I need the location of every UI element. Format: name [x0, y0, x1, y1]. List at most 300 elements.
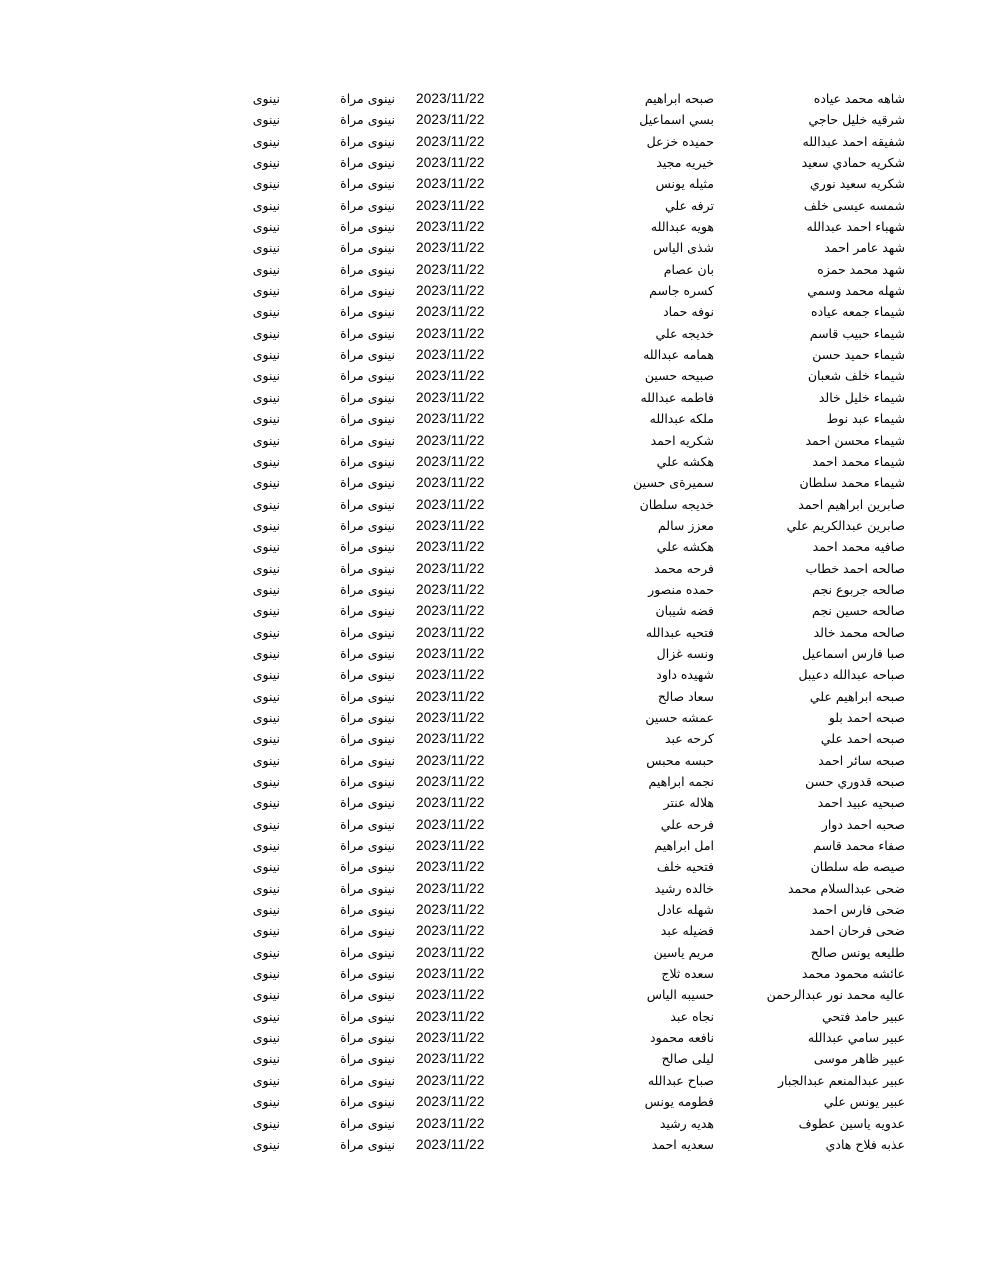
registration-place: نينوى مراة [340, 1051, 395, 1067]
person-name: شهد عامر احمد [824, 240, 905, 256]
list-item [0, 643, 989, 664]
registration-place: نينوى مراة [340, 112, 395, 128]
list-item [0, 323, 989, 344]
governorate: نينوى [252, 496, 280, 512]
record-date: 2023/11/22 [416, 902, 485, 918]
person-name: عدويه ياسين عطوف [798, 1115, 905, 1131]
mother-name: نجمه ابراهيم [648, 774, 714, 789]
registration-place: نينوى مراة [340, 219, 395, 235]
record-date: 2023/11/22 [416, 581, 485, 597]
mother-name: هويه عبدالله [650, 219, 714, 235]
mother-name: شذى الياس [653, 240, 714, 256]
governorate: نينوى [252, 539, 280, 555]
record-date: 2023/11/22 [416, 496, 485, 512]
registration-place: نينوى مراة [340, 667, 395, 683]
registration-place: نينوى مراة [340, 1115, 395, 1131]
governorate: نينوى [252, 1030, 280, 1046]
governorate: نينوى [252, 1051, 280, 1067]
record-date: 2023/11/22 [416, 667, 485, 683]
mother-name: شكريه احمد [650, 432, 714, 448]
person-name: ضحى فارس احمد [811, 902, 905, 918]
mother-name: هلاله عنتر [663, 795, 714, 811]
governorate: نينوى [252, 902, 280, 918]
list-item [0, 237, 989, 258]
record-date: 2023/11/22 [416, 838, 485, 854]
registration-place: نينوى مراة [340, 966, 395, 982]
list-item [0, 1091, 989, 1112]
person-name: صافيه محمد احمد [812, 539, 905, 555]
person-name: عبير يونس علي [823, 1094, 905, 1110]
mother-name: ونسه غزال [656, 645, 714, 661]
registration-place: نينوى مراة [340, 91, 395, 106]
record-date: 2023/11/22 [416, 197, 485, 213]
mother-name: نجاه عبد [670, 1008, 714, 1024]
person-name: صيصه طه سلطان [810, 859, 905, 875]
governorate: نينوى [252, 368, 280, 384]
registration-place: نينوى مراة [340, 752, 395, 768]
person-name: شيماء خليل خالد [818, 389, 905, 405]
mother-name: حسيبه الياس [646, 987, 714, 1003]
mother-name: بان عصام [663, 261, 714, 277]
record-date: 2023/11/22 [416, 475, 485, 491]
record-date: 2023/11/22 [416, 155, 485, 171]
record-date: 2023/11/22 [416, 1136, 485, 1152]
list-item [0, 899, 989, 920]
person-name: صالحه احمد خطاب [805, 560, 905, 576]
registration-place: نينوى مراة [340, 880, 395, 896]
list-item [0, 1070, 989, 1091]
record-date: 2023/11/22 [416, 368, 485, 384]
mother-name: كرحه عبد [664, 731, 714, 747]
governorate: نينوى [252, 432, 280, 448]
registration-place: نينوى مراة [340, 624, 395, 640]
registration-place: نينوى مراة [340, 816, 395, 832]
mother-name: صبيحه حسين [644, 368, 714, 384]
registration-place: نينوى مراة [340, 432, 395, 448]
list-item [0, 1134, 989, 1155]
record-date: 2023/11/22 [416, 112, 485, 128]
registration-place: نينوى مراة [340, 517, 395, 533]
person-name: شرقيه خليل حاجي [808, 112, 905, 128]
governorate: نينوى [252, 197, 280, 213]
registration-place: نينوى مراة [340, 1030, 395, 1046]
registration-place: نينوى مراة [340, 475, 395, 491]
person-name: صبحه سائر احمد [818, 752, 905, 768]
governorate: نينوى [252, 155, 280, 171]
list-item [0, 301, 989, 322]
list-item [0, 494, 989, 515]
list-item [0, 195, 989, 216]
governorate: نينوى [252, 283, 280, 299]
list-item [0, 728, 989, 749]
mother-name: سميرةى حسين [633, 475, 714, 491]
list-item [0, 152, 989, 173]
list-item [0, 472, 989, 493]
governorate: نينوى [252, 645, 280, 661]
governorate: نينوى [252, 923, 280, 939]
list-item [0, 984, 989, 1005]
list-item [0, 792, 989, 813]
person-name: شيماء محمد احمد [812, 453, 905, 469]
list-item [0, 387, 989, 408]
person-name: شهله محمد وسمي [807, 283, 905, 299]
person-name: عبير ظاهر موسى [813, 1051, 905, 1067]
mother-name: هكشه علي [656, 453, 714, 469]
list-item [0, 109, 989, 130]
registration-place: نينوى مراة [340, 283, 395, 299]
person-name: شيماء حميد حسن [812, 347, 905, 363]
record-date: 2023/11/22 [416, 539, 485, 555]
mother-name: فتحيه خلف [656, 859, 714, 875]
person-name: عبير سامي عبدالله [807, 1030, 905, 1046]
record-date: 2023/11/22 [416, 560, 485, 576]
list-item [0, 408, 989, 429]
record-date: 2023/11/22 [416, 709, 485, 725]
person-name: صبحه احمد علي [820, 731, 905, 747]
mother-name: صبحه ابراهيم [644, 91, 714, 106]
registration-place: نينوى مراة [340, 859, 395, 875]
governorate: نينوى [252, 411, 280, 427]
record-date: 2023/11/22 [416, 304, 485, 320]
mother-name: حمده منصور [648, 581, 714, 597]
mother-name: مثيله يونس [655, 176, 714, 192]
person-name: صالحه محمد خالد [813, 624, 905, 640]
person-name: صحبه احمد دوار [821, 816, 905, 832]
list-item [0, 750, 989, 771]
governorate: نينوى [252, 624, 280, 640]
record-date: 2023/11/22 [416, 795, 485, 811]
mother-name: خالده رشيد [654, 880, 714, 896]
registration-place: نينوى مراة [340, 176, 395, 192]
mother-name: حميده خزعل [646, 133, 714, 149]
person-name: صبحه احمد بلو [828, 709, 905, 725]
list-item [0, 365, 989, 386]
record-date: 2023/11/22 [416, 325, 485, 341]
governorate: نينوى [252, 133, 280, 149]
governorate: نينوى [252, 987, 280, 1003]
governorate: نينوى [252, 1008, 280, 1024]
record-date: 2023/11/22 [416, 624, 485, 640]
record-date: 2023/11/22 [416, 987, 485, 1003]
person-name: صالحه حسين نجم [812, 603, 905, 619]
list-item [0, 344, 989, 365]
list-item [0, 835, 989, 856]
registration-place: نينوى مراة [340, 709, 395, 725]
governorate: نينوى [252, 603, 280, 619]
governorate: نينوى [252, 709, 280, 725]
person-name: صبحه قدوري حسن [805, 774, 905, 789]
list-item [0, 771, 989, 792]
person-name: شيماء خلف شعبان [807, 368, 905, 384]
person-name: صالحه جربوع نجم [812, 581, 905, 597]
mother-name: ليلى صالح [661, 1051, 714, 1067]
list-item [0, 963, 989, 984]
registration-place: نينوى مراة [340, 325, 395, 341]
governorate: نينوى [252, 795, 280, 811]
registration-place: نينوى مراة [340, 197, 395, 213]
registration-place: نينوى مراة [340, 496, 395, 512]
record-date: 2023/11/22 [416, 923, 485, 939]
registration-place: نينوى مراة [340, 411, 395, 427]
mother-name: هديه رشيد [659, 1115, 714, 1131]
registration-place: نينوى مراة [340, 347, 395, 363]
registration-place: نينوى مراة [340, 1094, 395, 1110]
person-name: شهباء احمد عبدالله [806, 219, 905, 235]
person-name: عبير حامد فتحي [822, 1008, 905, 1024]
registration-place: نينوى مراة [340, 389, 395, 405]
record-date: 2023/11/22 [416, 91, 485, 106]
record-date: 2023/11/22 [416, 176, 485, 192]
governorate: نينوى [252, 389, 280, 405]
governorate: نينوى [252, 176, 280, 192]
governorate: نينوى [252, 453, 280, 469]
person-name: عذبه فلاح هادي [825, 1136, 905, 1152]
governorate: نينوى [252, 1136, 280, 1152]
mother-name: شهله عادل [657, 902, 714, 918]
governorate: نينوى [252, 1094, 280, 1110]
registration-place: نينوى مراة [340, 240, 395, 256]
list-item [0, 600, 989, 621]
governorate: نينوى [252, 517, 280, 533]
governorate: نينوى [252, 219, 280, 235]
record-date: 2023/11/22 [416, 261, 485, 277]
list-item [0, 88, 989, 109]
records-list [0, 88, 989, 1155]
record-date: 2023/11/22 [416, 944, 485, 960]
registration-place: نينوى مراة [340, 774, 395, 789]
record-date: 2023/11/22 [416, 1072, 485, 1088]
list-item [0, 707, 989, 728]
record-date: 2023/11/22 [416, 283, 485, 299]
person-name: شكريه سعيد نوري [810, 176, 905, 192]
governorate: نينوى [252, 325, 280, 341]
record-date: 2023/11/22 [416, 859, 485, 875]
governorate: نينوى [252, 1072, 280, 1088]
registration-place: نينوى مراة [340, 560, 395, 576]
person-name: صبحيه عبيد احمد [817, 795, 905, 811]
registration-place: نينوى مراة [340, 795, 395, 811]
record-date: 2023/11/22 [416, 1051, 485, 1067]
person-name: شمسه عيسى خلف [803, 197, 905, 213]
governorate: نينوى [252, 91, 280, 106]
record-date: 2023/11/22 [416, 966, 485, 982]
mother-name: فاطمه عبدالله [640, 389, 714, 405]
registration-place: نينوى مراة [340, 731, 395, 747]
record-date: 2023/11/22 [416, 347, 485, 363]
governorate: نينوى [252, 581, 280, 597]
mother-name: ملكه عبدالله [649, 411, 714, 427]
list-item [0, 856, 989, 877]
registration-place: نينوى مراة [340, 539, 395, 555]
list-item [0, 878, 989, 899]
mother-name: بسي اسماعيل [639, 112, 714, 128]
governorate: نينوى [252, 475, 280, 491]
governorate: نينوى [252, 731, 280, 747]
registration-place: نينوى مراة [340, 1072, 395, 1088]
registration-place: نينوى مراة [340, 133, 395, 149]
person-name: طليعه يونس صالح [810, 944, 905, 960]
registration-place: نينوى مراة [340, 1136, 395, 1152]
record-date: 2023/11/22 [416, 133, 485, 149]
record-date: 2023/11/22 [416, 752, 485, 768]
mother-name: امل ابراهيم [654, 838, 714, 854]
governorate: نينوى [252, 838, 280, 854]
record-date: 2023/11/22 [416, 517, 485, 533]
mother-name: ترفه علي [664, 197, 714, 213]
mother-name: شهيده داود [656, 667, 714, 683]
mother-name: فرحه علي [660, 816, 714, 832]
record-date: 2023/11/22 [416, 1008, 485, 1024]
registration-place: نينوى مراة [340, 645, 395, 661]
registration-place: نينوى مراة [340, 368, 395, 384]
registration-place: نينوى مراة [340, 581, 395, 597]
list-item [0, 280, 989, 301]
record-date: 2023/11/22 [416, 816, 485, 832]
person-name: عائشه محمود محمد [801, 966, 905, 982]
list-item [0, 579, 989, 600]
record-date: 2023/11/22 [416, 1094, 485, 1110]
record-date: 2023/11/22 [416, 453, 485, 469]
person-name: صبا فارس اسماعيل [802, 645, 905, 661]
person-name: ضحى فرحان احمد [809, 923, 905, 939]
list-item [0, 1006, 989, 1027]
list-item [0, 173, 989, 194]
mother-name: خيريه مجيد [656, 155, 714, 171]
mother-name: صباح عبدالله [647, 1072, 714, 1088]
person-name: شهد محمد حمزه [817, 261, 905, 277]
mother-name: نافعه محمود [650, 1030, 714, 1046]
person-name: صباحه عبدالله دعيبل [798, 667, 905, 683]
governorate: نينوى [252, 966, 280, 982]
record-date: 2023/11/22 [416, 411, 485, 427]
registration-place: نينوى مراة [340, 1008, 395, 1024]
mother-name: حبسه محبس [646, 752, 714, 768]
registration-place: نينوى مراة [340, 261, 395, 277]
governorate: نينوى [252, 944, 280, 960]
list-item [0, 814, 989, 835]
mother-name: نوفه حماد [663, 304, 714, 320]
governorate: نينوى [252, 261, 280, 277]
mother-name: سعاد صالح [657, 688, 714, 704]
mother-name: فطومه يونس [644, 1094, 714, 1110]
list-item [0, 622, 989, 643]
list-item [0, 131, 989, 152]
list-item [0, 430, 989, 451]
list-item [0, 1113, 989, 1134]
record-date: 2023/11/22 [416, 389, 485, 405]
person-name: شيماء حبيب قاسم [809, 325, 905, 341]
governorate: نينوى [252, 859, 280, 875]
mother-name: سعده ثلاج [661, 966, 714, 982]
list-item [0, 558, 989, 579]
registration-place: نينوى مراة [340, 304, 395, 320]
mother-name: فتحيه عبدالله [645, 624, 714, 640]
registration-place: نينوى مراة [340, 902, 395, 918]
person-name: صابرين ابراهيم احمد [798, 496, 905, 512]
person-name: شكريه حمادي سعيد [801, 155, 905, 171]
governorate: نينوى [252, 880, 280, 896]
person-name: صفاء محمد قاسم [813, 838, 905, 854]
mother-name: عمشه حسين [645, 709, 714, 725]
record-date: 2023/11/22 [416, 240, 485, 256]
mother-name: فضه شيبان [655, 603, 714, 619]
governorate: نينوى [252, 752, 280, 768]
record-date: 2023/11/22 [416, 432, 485, 448]
governorate: نينوى [252, 667, 280, 683]
list-item [0, 515, 989, 536]
list-item [0, 942, 989, 963]
record-date: 2023/11/22 [416, 880, 485, 896]
governorate: نينوى [252, 774, 280, 789]
governorate: نينوى [252, 240, 280, 256]
mother-name: خديجه علي [655, 325, 714, 341]
registration-place: نينوى مراة [340, 987, 395, 1003]
registration-place: نينوى مراة [340, 923, 395, 939]
record-date: 2023/11/22 [416, 645, 485, 661]
person-name: شيماء عبد نوط [826, 411, 905, 427]
mother-name: سعديه احمد [651, 1136, 714, 1152]
registration-place: نينوى مراة [340, 155, 395, 171]
record-date: 2023/11/22 [416, 603, 485, 619]
list-item [0, 259, 989, 280]
record-date: 2023/11/22 [416, 1115, 485, 1131]
governorate: نينوى [252, 688, 280, 704]
mother-name: مريم ياسين [653, 944, 714, 960]
mother-name: هكشه علي [656, 539, 714, 555]
mother-name: فرحه محمد [654, 560, 714, 576]
person-name: شفيقه احمد عبدالله [802, 133, 905, 149]
record-date: 2023/11/22 [416, 219, 485, 235]
governorate: نينوى [252, 560, 280, 576]
mother-name: معزز سالم [657, 517, 714, 533]
record-date: 2023/11/22 [416, 731, 485, 747]
person-name: شيماء جمعه عياده [811, 304, 905, 320]
registration-place: نينوى مراة [340, 688, 395, 704]
person-name: عاليه محمد نور عبدالرحمن [766, 987, 905, 1003]
person-name: شاهه محمد عياده [813, 91, 905, 106]
list-item [0, 451, 989, 472]
person-name: شيماء محمد سلطان [799, 475, 905, 491]
record-date: 2023/11/22 [416, 774, 485, 789]
governorate: نينوى [252, 816, 280, 832]
governorate: نينوى [252, 347, 280, 363]
list-item [0, 1048, 989, 1069]
registration-place: نينوى مراة [340, 838, 395, 854]
record-date: 2023/11/22 [416, 688, 485, 704]
list-item [0, 920, 989, 941]
person-name: شيماء محسن احمد [805, 432, 905, 448]
registration-place: نينوى مراة [340, 453, 395, 469]
person-name: عبير عبدالمنعم عبدالجبار [777, 1072, 905, 1088]
record-date: 2023/11/22 [416, 1030, 485, 1046]
governorate: نينوى [252, 1115, 280, 1131]
registration-place: نينوى مراة [340, 944, 395, 960]
list-item [0, 216, 989, 237]
person-name: صبحه ابراهيم علي [809, 688, 905, 704]
list-item [0, 664, 989, 685]
mother-name: كسره جاسم [649, 283, 714, 299]
person-name: صابرين عبدالكريم علي [786, 517, 905, 533]
registration-place: نينوى مراة [340, 603, 395, 619]
governorate: نينوى [252, 112, 280, 128]
mother-name: فضيله عبد [660, 923, 714, 939]
list-item [0, 536, 989, 557]
mother-name: خديجه سلطان [639, 496, 714, 512]
person-name: ضحى عبدالسلام محمد [787, 880, 905, 896]
mother-name: همامه عبدالله [643, 347, 714, 363]
list-item [0, 1027, 989, 1048]
governorate: نينوى [252, 304, 280, 320]
